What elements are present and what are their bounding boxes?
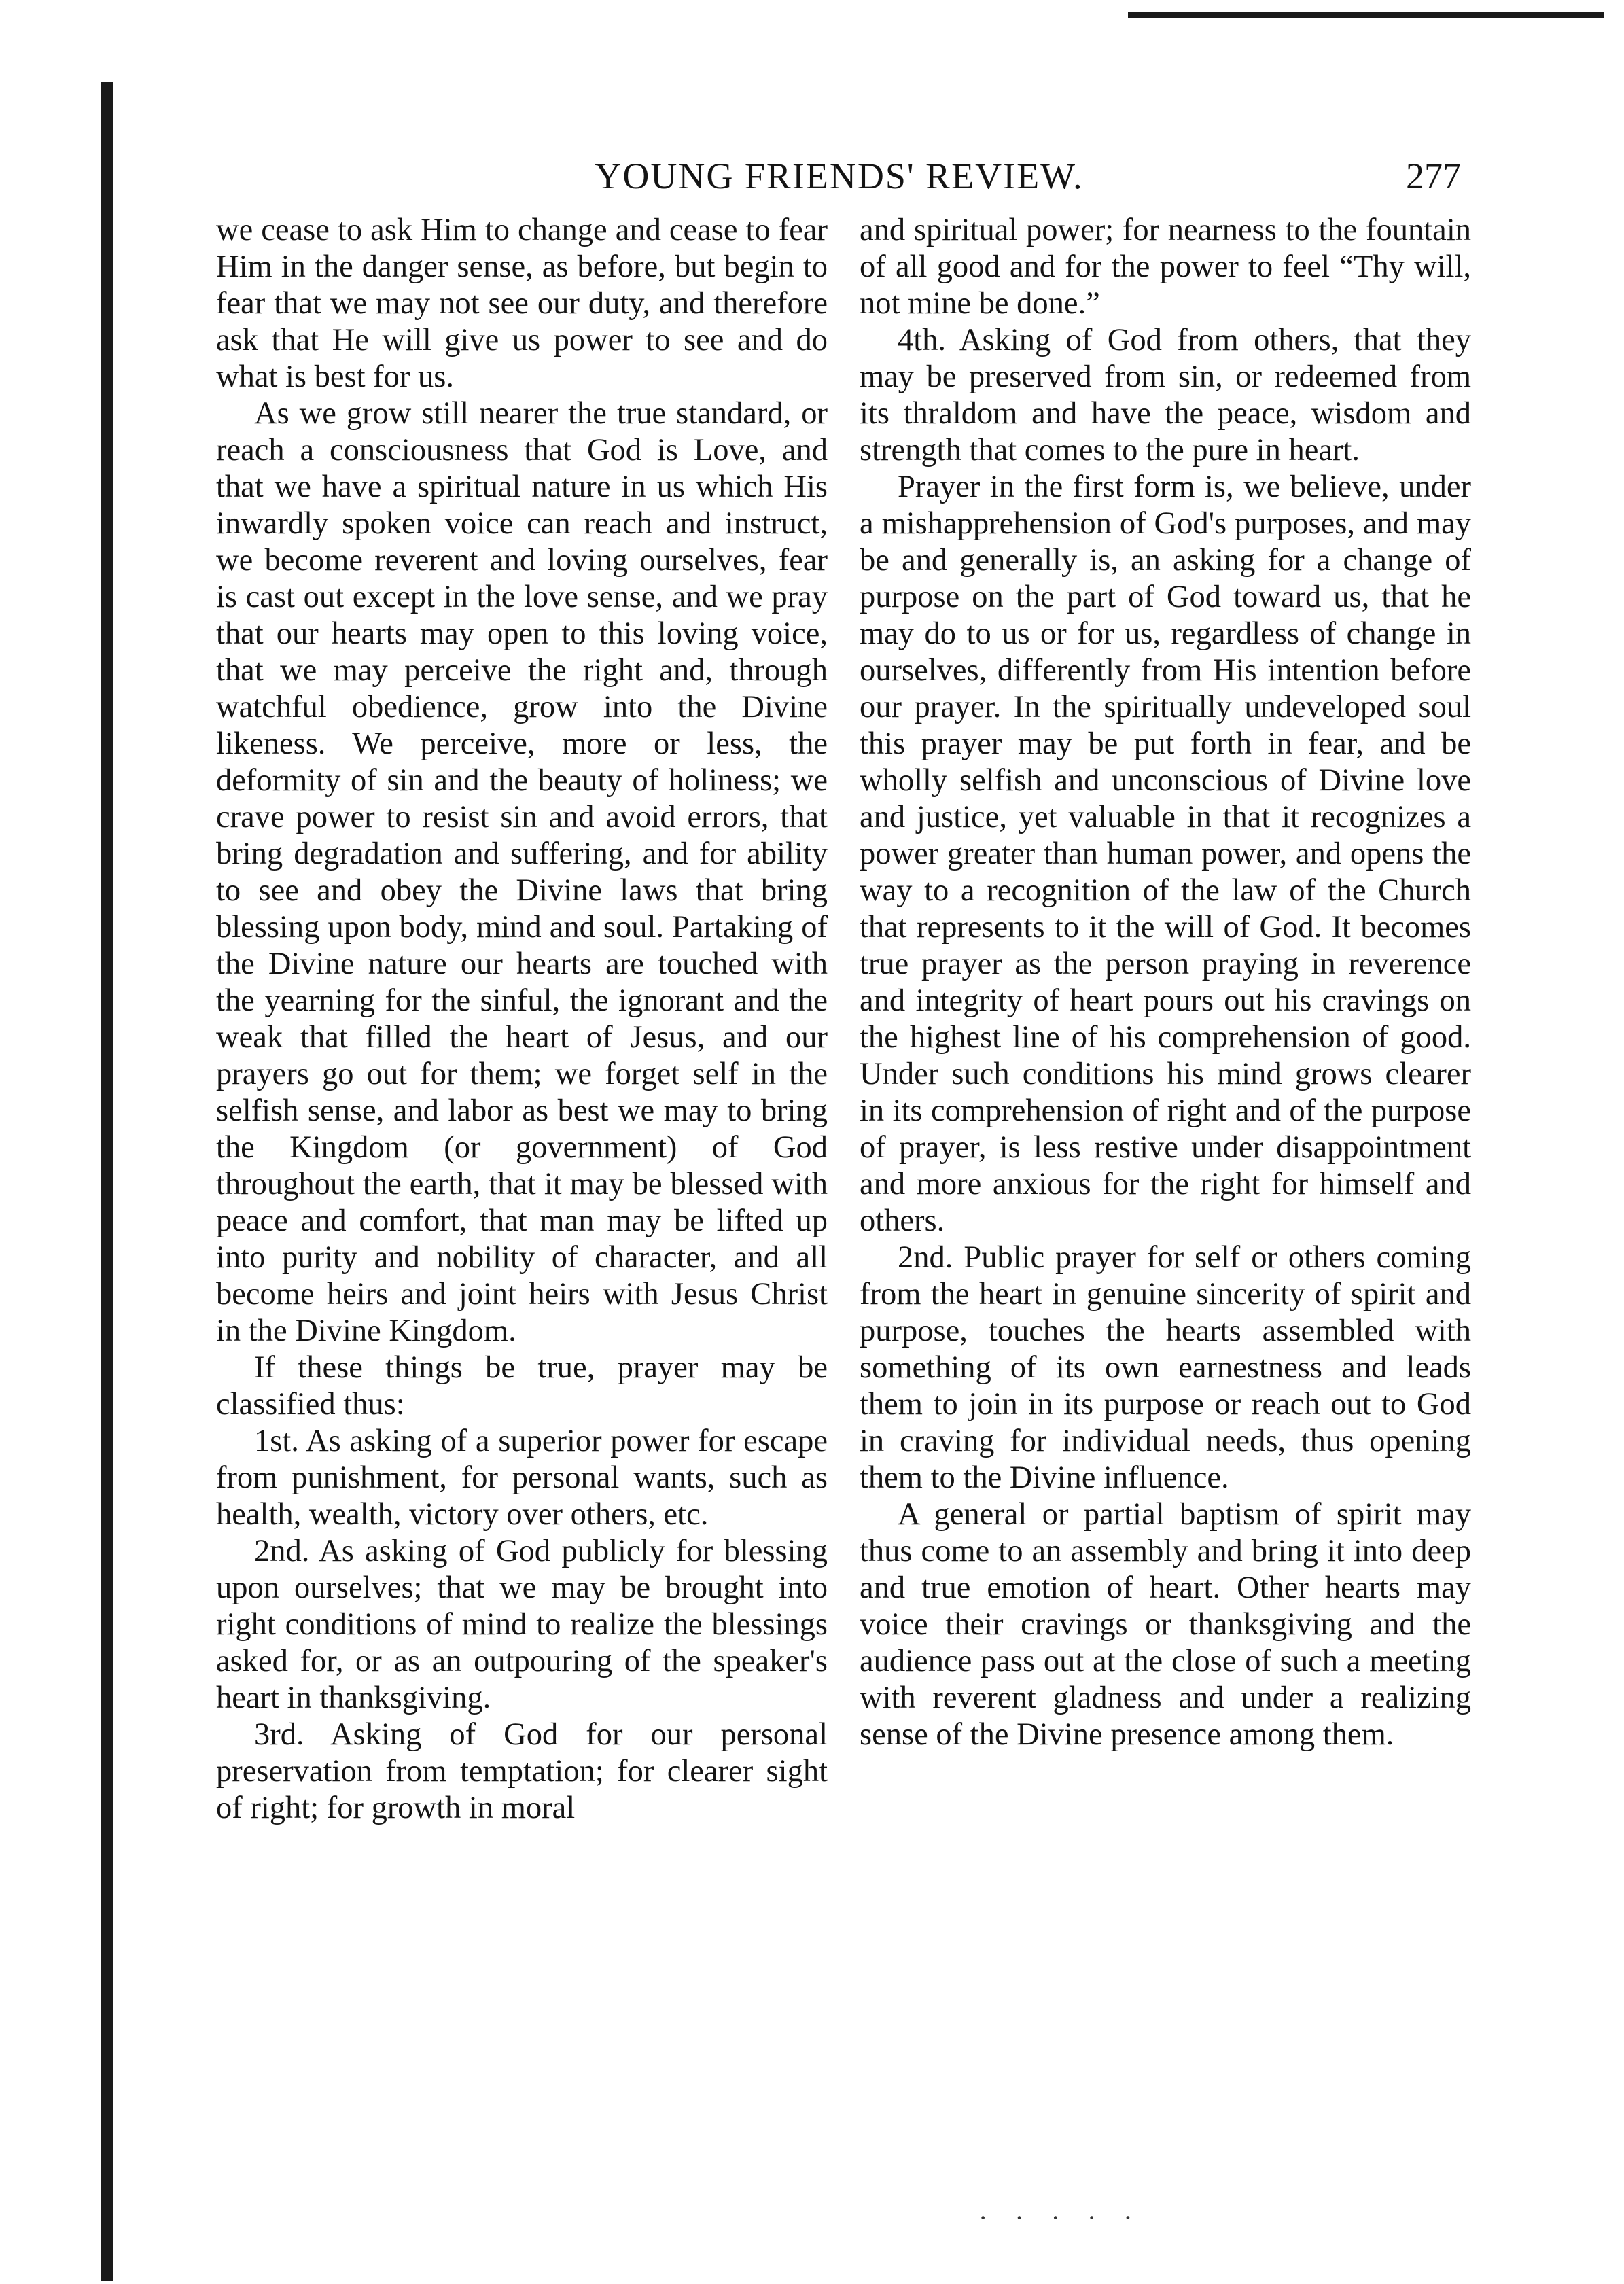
right-column xyxy=(860,212,1471,1753)
paragraph: 1st. As asking of a superior power for escape from punishment, for personal wants, such as health, wealth, victory over others, etc. xyxy=(216,1424,828,1532)
top-rule xyxy=(1128,12,1604,18)
page-number: 277 xyxy=(1406,156,1461,196)
running-title: YOUNG FRIENDS' REVIEW. xyxy=(595,156,1084,196)
paragraph: and spiritual power; for nearness to the fountain of all good and for the power to feel “Thy will, not mine be done.” xyxy=(860,213,1471,321)
paragraph: Prayer in the first form is, we believe, under a mishapprehension of God's purposes, and may be and generally is, an asking for a change of purpose on the part of God toward us, that he may do to us or for us, regardless of change in ourselves, differently from His intention before our prayer. In the spiritually undeveloped soul this prayer may be put forth in fear, and be wholly selfish and unconscious of Divine love and justice, yet valuable in that it recognizes a power greater than human power, and opens the way to a recognition of the law of the Church that represents to it the will of God. It becomes true prayer as the person praying in reverence and integrity of heart pours out his cravings on the highest line of his comprehension of good. Under such conditions his mind grows clearer in its comprehension of right and of the purpose of prayer, is less restive under disappointment and more anxious for the right for himself and others. xyxy=(860,470,1471,1238)
print-specks: ····· xyxy=(978,2202,1160,2233)
paragraph: 3rd. Asking of God for our personal preservation from temptation; for clearer sight of right; for growth in moral xyxy=(216,1717,828,1825)
paragraph: If these things be true, prayer may be classified thus: xyxy=(216,1350,828,1422)
binding-edge-bar xyxy=(101,82,113,2281)
paragraph: As we grow still nearer the true standard, or reach a consciousness that God is Love, and that we have a spiritual nature in us which His inwardly spoken voice can reach and instruct, we become reverent and loving ourselves, fear is cast out except in the love sense, and we pray that our hearts may open to this loving voice, that we may perceive the right and, through watchful obedience, grow into the Divine likeness. We perceive, more or less, the deformity of sin and the beauty of holiness; we crave power to resist sin and avoid errors, that bring degradation and suffering, and for ability to see and obey the Divine laws that bring blessing upon body, mind and soul. Partaking of the Divine nature our hearts are touched with the yearning for the sinful, the ignorant and the weak that filled the heart of Jesus, and our prayers go out for them; we forget self in the selfish sense, and labor as best we may to bring the Kingdom (or government) of God throughout the earth, that it may be blessed with peace and comfort, that man may be lifted up into purity and nobility of character, and all become heirs and joint heirs with Jesus Christ in the Divine Kingdom. xyxy=(216,396,828,1348)
left-column xyxy=(216,212,828,1827)
paragraph: 2nd. As asking of God publicly for blessing upon ourselves; that we may be brought into right conditions of mind to realize the blessings asked for, or as an outpouring of the speaker's heart in thanksgiving. xyxy=(216,1534,828,1715)
paragraph: we cease to ask Him to change and cease to fear Him in the danger sense, as before, but begin to fear that we may not see our duty, and therefore ask that He will give us power to see and do what is best for us. xyxy=(216,213,828,394)
paragraph: 4th. Asking of God from others, that they may be preserved from sin, or redeemed from its thraldom and have the peace, wisdom and strength that comes to the pure in heart. xyxy=(860,323,1471,468)
paragraph: 2nd. Public prayer for self or others coming from the heart in genuine sincerity of spirit and purpose, touches the hearts assembled with something of its own earnestness and leads them to join in its purpose or reach out to God in craving for individual needs, thus opening them to the Divine influence. xyxy=(860,1240,1471,1495)
page-header xyxy=(217,151,1461,205)
paragraph: A general or partial baptism of spirit may thus come to an assembly and bring it into deep and true emotion of heart. Other hearts may voice their cravings or thanksgiving and the audience pass out at the close of such a meeting with reverent gladness and under a realizing sense of the Divine presence among them. xyxy=(860,1497,1471,1752)
